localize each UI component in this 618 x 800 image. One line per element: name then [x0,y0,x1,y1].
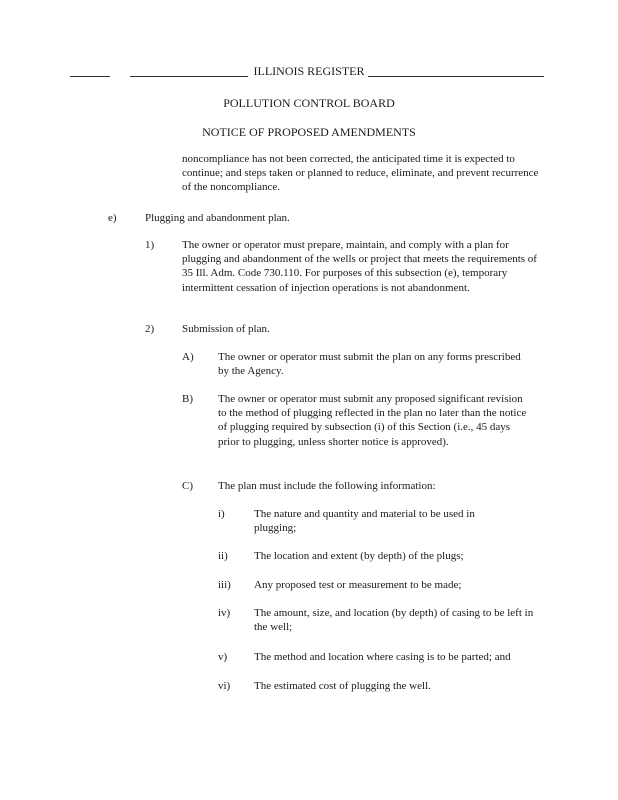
c-item-6-label: vi) [218,680,231,692]
notice-title: NOTICE OF PROPOSED AMENDMENTS [202,125,416,139]
c-item-4-label: iv) [218,607,231,619]
item-2-title: Submission of plan. [182,323,270,335]
c-item-3-label: iii) [218,579,231,591]
c-item-4-text: The amount, size, and location (by depth) of casing to be left in the well; [254,607,534,634]
item-1-label: 1) [145,239,155,251]
c-item-2-label: ii) [218,550,228,562]
board-title: POLLUTION CONTROL BOARD [223,96,395,110]
subitem-c-label: C) [182,480,193,492]
subitem-b-label: B) [182,393,193,405]
c-item-5-text: The method and location where casing is to be parted; and [254,651,511,663]
item-1-text: The owner or operator must prepare, maintain, and comply with a plan for plugging and abandonment of the wells or project that meets the requirements of 35 Ill. Adm. Code 730.110. For purposes of this subsection (e), temporary intermittent cessation of injection operations is not abandonment. [182,239,537,294]
continuation-paragraph: noncompliance has not been corrected, the anticipated time it is expected to continue; and steps taken or planned to reduce, eliminate, and prevent recurrence of the noncompliance. [182,153,539,194]
c-item-2-text: The location and extent (by depth) of the plugs; [254,550,464,562]
section-e-title: Plugging and abandonment plan. [145,212,290,224]
item-2-label: 2) [145,323,155,335]
c-item-3-text: Any proposed test or measurement to be made; [254,579,462,591]
subitem-a-text: The owner or operator must submit the plan on any forms prescribed by the Agency. [218,351,521,378]
section-e-label: e) [108,212,117,224]
register-title: ILLINOIS REGISTER [253,64,365,78]
subitem-c-text: The plan must include the following information: [218,480,436,492]
c-item-6-text: The estimated cost of plugging the well. [254,680,431,692]
c-item-1-label: i) [218,508,225,520]
subitem-a-label: A) [182,351,194,363]
c-item-1-text: The nature and quantity and material to be used in plugging; [254,508,475,535]
c-item-5-label: v) [218,651,228,663]
subitem-b-text: The owner or operator must submit any proposed significant revision to the method of plugging reflected in the plan no later than the notice of plugging required by subsection (i) of this Section (i.e., 45 days prior to plugging, unless shorter notice is approved). [218,393,527,448]
